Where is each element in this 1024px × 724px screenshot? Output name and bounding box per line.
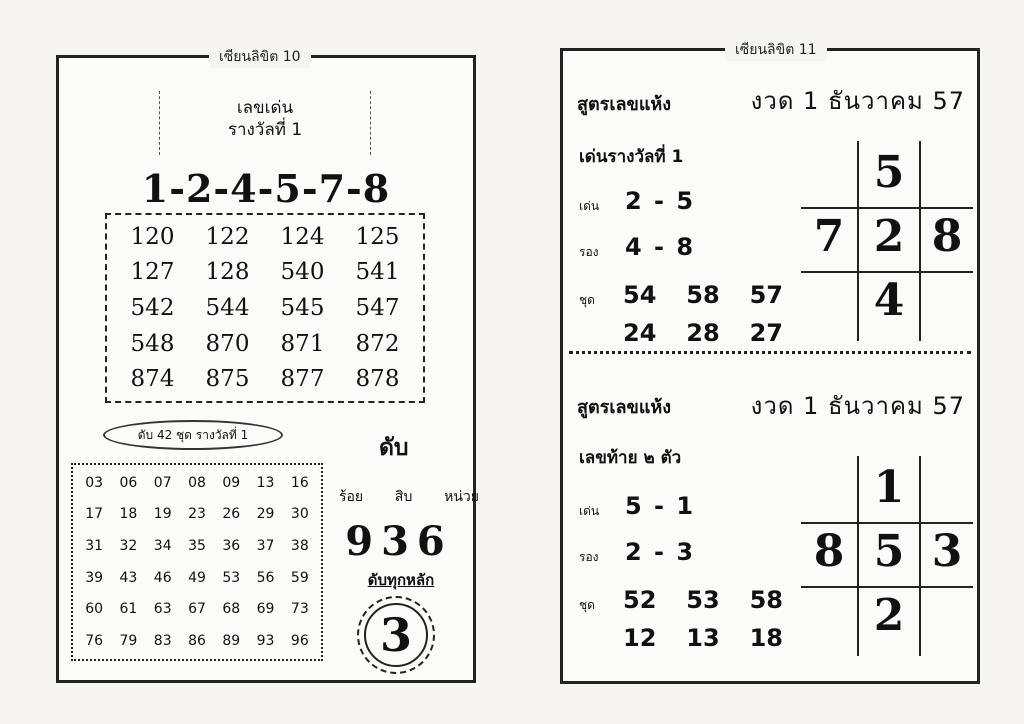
three-digit-set: 540 (280, 259, 325, 286)
cross-bottom-digit: 2 (873, 590, 905, 641)
section-subtitle: เด่นรางวัลที่ 1 (579, 147, 684, 167)
formula-section-1 (563, 51, 967, 351)
dab-all-digit: 3 (364, 603, 428, 667)
lead-value: 5 - 1 (625, 492, 696, 520)
two-digit-set: 46 (153, 569, 172, 586)
two-digit-set: 53 (222, 569, 241, 586)
headline-frame (159, 91, 371, 155)
two-digit-set: 03 (85, 474, 104, 491)
dab-column-units: หน่วย (444, 489, 479, 505)
digit-cross (801, 456, 973, 656)
three-digit-set: 542 (130, 294, 175, 321)
three-digit-set: 120 (130, 223, 175, 250)
two-digit-set: 18 (119, 506, 138, 523)
two-digit-set: 17 (85, 506, 104, 523)
set-number: 57 (749, 281, 783, 309)
set-number: 18 (749, 624, 783, 652)
two-digit-set: 36 (222, 538, 241, 555)
three-digit-set: 541 (355, 259, 400, 286)
two-digit-set: 09 (222, 474, 241, 491)
three-digit-set: 128 (205, 259, 250, 286)
two-digit-set: 13 (256, 474, 275, 491)
two-digit-grid (71, 463, 323, 661)
section-divider (569, 351, 971, 354)
headline-line-1: เลขเด่น (236, 98, 294, 118)
two-digit-set: 93 (256, 633, 275, 650)
two-digit-set: 35 (188, 538, 206, 555)
two-digit-set: 56 (256, 569, 275, 586)
second-label: รอง (579, 550, 599, 564)
set-number: 13 (686, 624, 720, 652)
draw-date: งวด 1 ธันวาคม 57 (750, 392, 965, 420)
headline-oval (180, 97, 350, 147)
second-label: รอง (579, 245, 599, 259)
three-digit-set: 877 (280, 366, 325, 393)
dab-column-hundreds: ร้อย (339, 489, 364, 505)
cross-right-digit: 3 (931, 526, 963, 577)
two-digit-set: 38 (290, 538, 309, 555)
set-row-2 (623, 624, 783, 652)
three-digit-set: 878 (355, 366, 400, 393)
second-value: 4 - 8 (625, 233, 696, 261)
three-digit-set: 874 (130, 366, 175, 393)
cross-left-digit: 7 (813, 211, 845, 262)
two-digit-set: 37 (256, 538, 275, 555)
formula-section-2 (563, 356, 967, 676)
two-digit-set: 67 (188, 601, 206, 618)
set-row-2 (623, 319, 783, 347)
dab-column-tens: สิบ (394, 489, 413, 505)
digit-cross (801, 141, 973, 341)
set-number: 58 (749, 586, 783, 614)
section-subtitle: เลขท้าย ๒ ตัว (579, 448, 682, 468)
three-digit-set: 548 (130, 330, 175, 357)
two-digit-set: 32 (119, 538, 138, 555)
right-page (560, 42, 980, 684)
dab-all-circle (357, 596, 435, 674)
right-page-label: เซียนลิขิต 11 (725, 39, 827, 61)
set-row-1 (623, 586, 783, 614)
three-digit-set: 875 (205, 366, 250, 393)
set-label: ชุด (579, 598, 595, 612)
set-number: 24 (623, 319, 657, 347)
section-title: สูตรเลขแห้ง (577, 397, 672, 418)
two-digit-set: 96 (290, 633, 309, 650)
set-label: ชุด (579, 293, 595, 307)
two-digit-set: 34 (153, 538, 172, 555)
three-digit-set: 125 (355, 223, 400, 250)
three-digit-set: 870 (205, 330, 250, 357)
two-digit-set: 19 (153, 506, 172, 523)
cross-left-digit: 8 (813, 526, 845, 577)
main-numbers: 1-2-4-5-7-8 (141, 166, 391, 211)
cross-top-digit: 1 (873, 462, 905, 513)
two-digit-set: 08 (188, 474, 206, 491)
two-digit-set: 49 (188, 569, 206, 586)
left-page-label: เซียนลิขิต 10 (209, 46, 311, 68)
two-digit-set: 39 (85, 569, 104, 586)
two-digit-set: 30 (290, 506, 309, 523)
cross-center-digit: 5 (873, 526, 905, 577)
two-digit-set: 63 (153, 601, 172, 618)
dab-all-label: ดับทุกหลัก (367, 571, 435, 589)
dab-column-headers (339, 486, 479, 508)
three-digit-set: 872 (355, 330, 400, 357)
two-digit-set: 29 (256, 506, 275, 523)
three-digit-set: 547 (355, 294, 400, 321)
three-digit-grid (105, 213, 425, 403)
set-number: 54 (623, 281, 657, 309)
section-title: สูตรเลขแห้ง (577, 94, 672, 115)
draw-date: งวด 1 ธันวาคม 57 (750, 87, 965, 115)
two-digit-label: ดับ 42 ชุด รางวัลที่ 1 (103, 420, 283, 450)
cross-bottom-digit: 4 (873, 275, 905, 326)
dab-digits: 936 (345, 518, 453, 565)
two-digit-set: 06 (119, 474, 138, 491)
set-number: 12 (623, 624, 657, 652)
two-digit-set: 76 (85, 633, 104, 650)
cross-right-digit: 8 (931, 211, 963, 262)
two-digit-set: 59 (290, 569, 309, 586)
three-digit-set: 124 (280, 223, 325, 250)
two-digit-set: 69 (256, 601, 275, 618)
cross-top-digit: 5 (873, 147, 905, 198)
two-digit-set: 31 (85, 538, 104, 555)
lead-value: 2 - 5 (625, 187, 696, 215)
set-number: 53 (686, 586, 720, 614)
two-digit-set: 73 (290, 601, 309, 618)
three-digit-set: 127 (130, 259, 175, 286)
second-value: 2 - 3 (625, 538, 696, 566)
set-number: 27 (749, 319, 783, 347)
two-digit-set: 89 (222, 633, 241, 650)
two-digit-set: 61 (119, 601, 138, 618)
cross-center-digit: 2 (873, 211, 905, 262)
two-digit-set: 60 (85, 601, 104, 618)
two-digit-set: 79 (119, 633, 138, 650)
two-digit-set: 68 (222, 601, 241, 618)
two-digit-set: 83 (153, 633, 172, 650)
set-number: 58 (686, 281, 720, 309)
two-digit-set: 26 (222, 506, 241, 523)
left-page (56, 49, 479, 683)
lead-label: เด่น (579, 199, 600, 213)
three-digit-set: 545 (280, 294, 325, 321)
headline-line-2: รางวัลที่ 1 (227, 120, 303, 140)
three-digit-set: 544 (205, 294, 250, 321)
set-number: 28 (686, 319, 720, 347)
two-digit-set: 86 (188, 633, 206, 650)
two-digit-set: 23 (188, 506, 206, 523)
dab-title: ดับ (379, 435, 409, 461)
two-digit-set: 07 (153, 474, 172, 491)
set-row-1 (623, 281, 783, 309)
set-number: 52 (623, 586, 657, 614)
three-digit-set: 122 (205, 223, 250, 250)
two-digit-set: 43 (119, 569, 138, 586)
three-digit-set: 871 (280, 330, 325, 357)
lead-label: เด่น (579, 504, 600, 518)
two-digit-set: 16 (290, 474, 309, 491)
